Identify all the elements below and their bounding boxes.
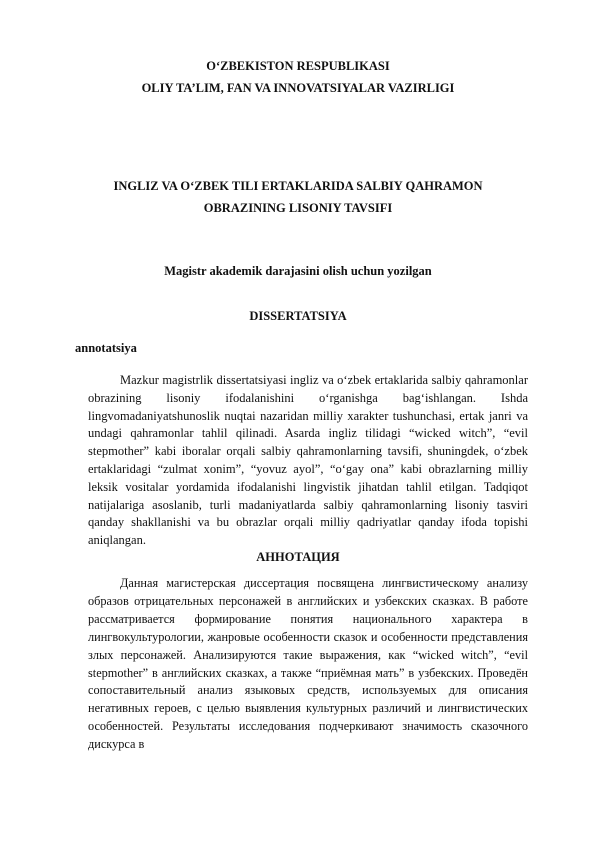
annotation-ru-text: Данная магистерская диссертация посвящена лингвистическому анализу образов отрицательных персонажей в английских и узбекских сказках. В работе рассматривается формирование понятия национального характера в лингвокультурологии, жанровые особенности сказок и особенности представления злых персонажей. Анализируются такие выражения, как “wicked witch”, “evil stepmother” в английских сказках, а также “приёмная мать” в узбекских. Проведён сопоставительный анализ языковых средств, используемых для описания негативных героев, с целью выявления культурных различий и лингвистических особенностей. Результаты исследования подчеркивают значимость сказочного дискурса в [88,576,528,752]
degree-line: Magistr akademik darajasini olish uchun yozilgan [164,264,432,278]
annotation-uz-text: Mazkur magistrlik dissertatsiyasi ingliz va o‘zbek ertaklarida salbiy qahramonlar obrazining lisoniy ifodalanishini o‘rganishga bag‘ishlangan. Ishda lingvomadaniyatshunoslik nuqtai nazaridan milliy xarakter tushunchasi, ertak janri va undagi qahramonlar tahlil qilinadi. Asarda ingliz tilidagi “wicked witch”, “evil stepmother” kabi iboralar orqali salbiy qahramonlarning tavsifi, shuningdek, o‘zbek ertaklaridagi “zulmat xonim”, “yovuz ayol”, “o‘gay ona” kabi obrazlarning milliy leksik vositalar yordamida ifodalanishi lingvistik jihatdan tahlil etilgan. Tadqiqot natijalariga asoslanib, turli madaniyatlarda salbiy qahramonlarning lisoniy tasviri qanday shakllanishi va bu obrazlar orqali milliy qadriyatlar qanday ifoda topishi aniqlangan. [88,373,528,548]
annotation-ru-heading: АННОТАЦИЯ [256,550,340,564]
ministry-heading: OLIY TA’LIM, FAN VA INNOVATSIYALAR VAZIRLIGI [141,81,455,95]
country-heading: O‘ZBEKISTON RESPUBLIKASI [206,59,390,73]
doc-type-heading: DISSERTATSIYA [249,309,347,323]
title-line-2: OBRAZINING LISONIY TAVSIFI [203,201,393,215]
title-line-1: INGLIZ VA O‘ZBEK TILI ERTAKLARIDA SALBIY QAHRAMON [113,179,483,193]
annotation-uz-heading: annotatsiya [75,341,137,355]
